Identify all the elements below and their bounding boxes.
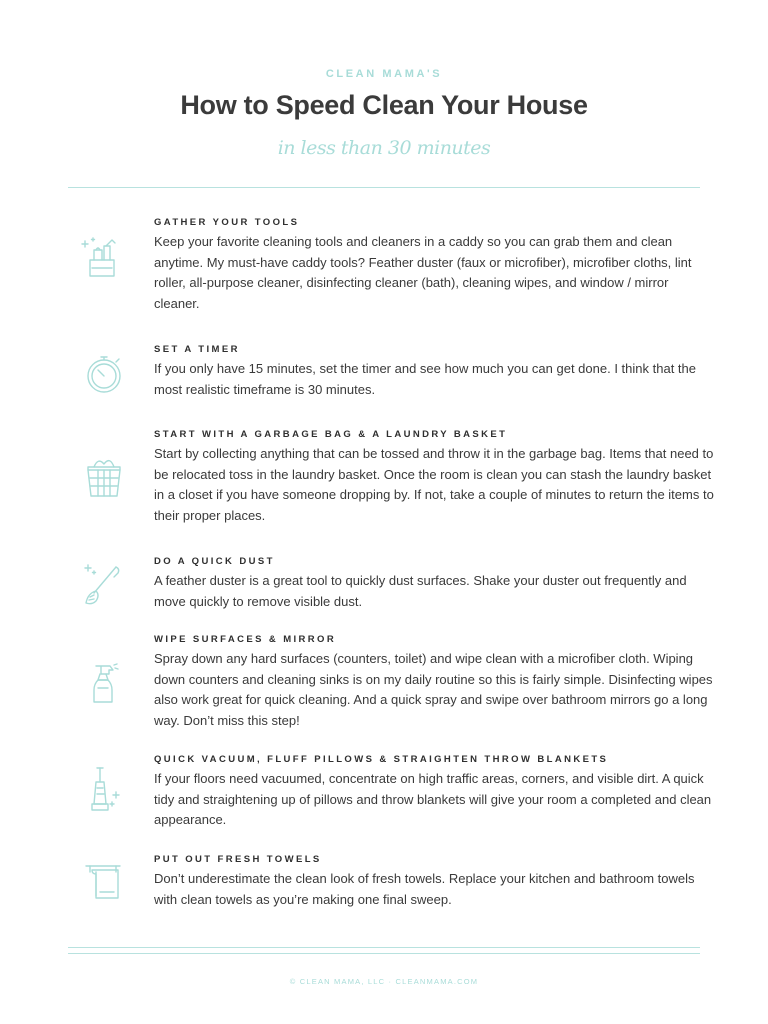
section-body: If you only have 15 minutes, set the timer and see how much you can get done. I think that the most realistic timeframe is 30 minutes.: [154, 361, 696, 397]
page-subtitle: in less than 30 minutes: [277, 137, 491, 159]
section-garbage-laundry: [154, 429, 714, 526]
stopwatch-icon: [80, 350, 128, 398]
section-body: Keep your favorite cleaning tools and cleaners in a caddy so you can grab them and clean anytime. My must-have caddy tools? Feather duster (faux or microfiber), microfiber cloths, lint roller, all-purpose cleaner, disinfecting cleaner (bath), cleaning wipes, and window / mirror cleaner.: [154, 234, 692, 311]
brand-label: CLEAN MAMA'S: [325, 68, 443, 80]
footer-divider: [68, 953, 700, 954]
section-body: Spray down any hard surfaces (counters, toilet) and wipe clean with a microfiber cloth. Wiping down counters and cleaning sinks is on my daily routine so this is fairly simple. Disinfecting wipes also work great for quick cleaning. And a quick spray and swipe over bathroom mirrors go a long way. Don’t miss this step!: [154, 651, 713, 728]
section-body: Start by collecting anything that can be tossed and throw it in the garbage bag. Items that need to be relocated toss in the laundry basket. Once the room is clean you can stash the laundry basket in a closet if you have someone dropping by. If not, take a couple of minutes to return the items to their proper places.: [154, 446, 714, 523]
spray-bottle-icon: [80, 656, 128, 704]
section-heading: QUICK VACUUM, FLUFF PILLOWS & STRAIGHTEN THROW BLANKETS: [154, 754, 609, 765]
section-vacuum-pillows: [154, 754, 714, 831]
section-heading: GATHER YOUR TOOLS: [154, 217, 300, 228]
towel-icon: [80, 858, 128, 906]
section-heading: DO A QUICK DUST: [154, 556, 275, 567]
section-heading: SET A TIMER: [154, 344, 240, 355]
vacuum-icon: [80, 766, 128, 814]
footer-divider: [68, 947, 700, 948]
section-set-timer: [154, 344, 714, 400]
section-heading: START WITH A GARBAGE BAG & A LAUNDRY BASKET: [154, 429, 508, 440]
section-wipe-surfaces: [154, 634, 714, 731]
laundry-basket-icon: [80, 452, 128, 500]
section-body: A feather duster is a great tool to quickly dust surfaces. Shake your duster out frequently and move quickly to remove visible dust.: [154, 573, 687, 609]
section-body: If your floors need vacuumed, concentrate on high traffic areas, corners, and visible dirt. A quick tidy and straightening up of pillows and throw blankets will give your room a completed and clean appearance.: [154, 771, 712, 827]
section-heading: PUT OUT FRESH TOWELS: [154, 854, 322, 865]
section-quick-dust: [154, 556, 714, 612]
section-fresh-towels: [154, 854, 714, 910]
feather-duster-icon: [80, 561, 128, 609]
footer-credit: © CLEAN MAMA, LLC · CLEANMAMA.COM: [289, 977, 479, 986]
section-heading: WIPE SURFACES & MIRROR: [154, 634, 337, 645]
section-body: Don’t underestimate the clean look of fresh towels. Replace your kitchen and bathroom towels with clean towels as you’re making one final sweep.: [154, 871, 695, 907]
cleaning-caddy-icon: [80, 232, 128, 280]
header-divider: [68, 187, 700, 188]
section-gather-tools: [154, 217, 714, 314]
page-title: How to Speed Clean Your House: [180, 90, 588, 120]
